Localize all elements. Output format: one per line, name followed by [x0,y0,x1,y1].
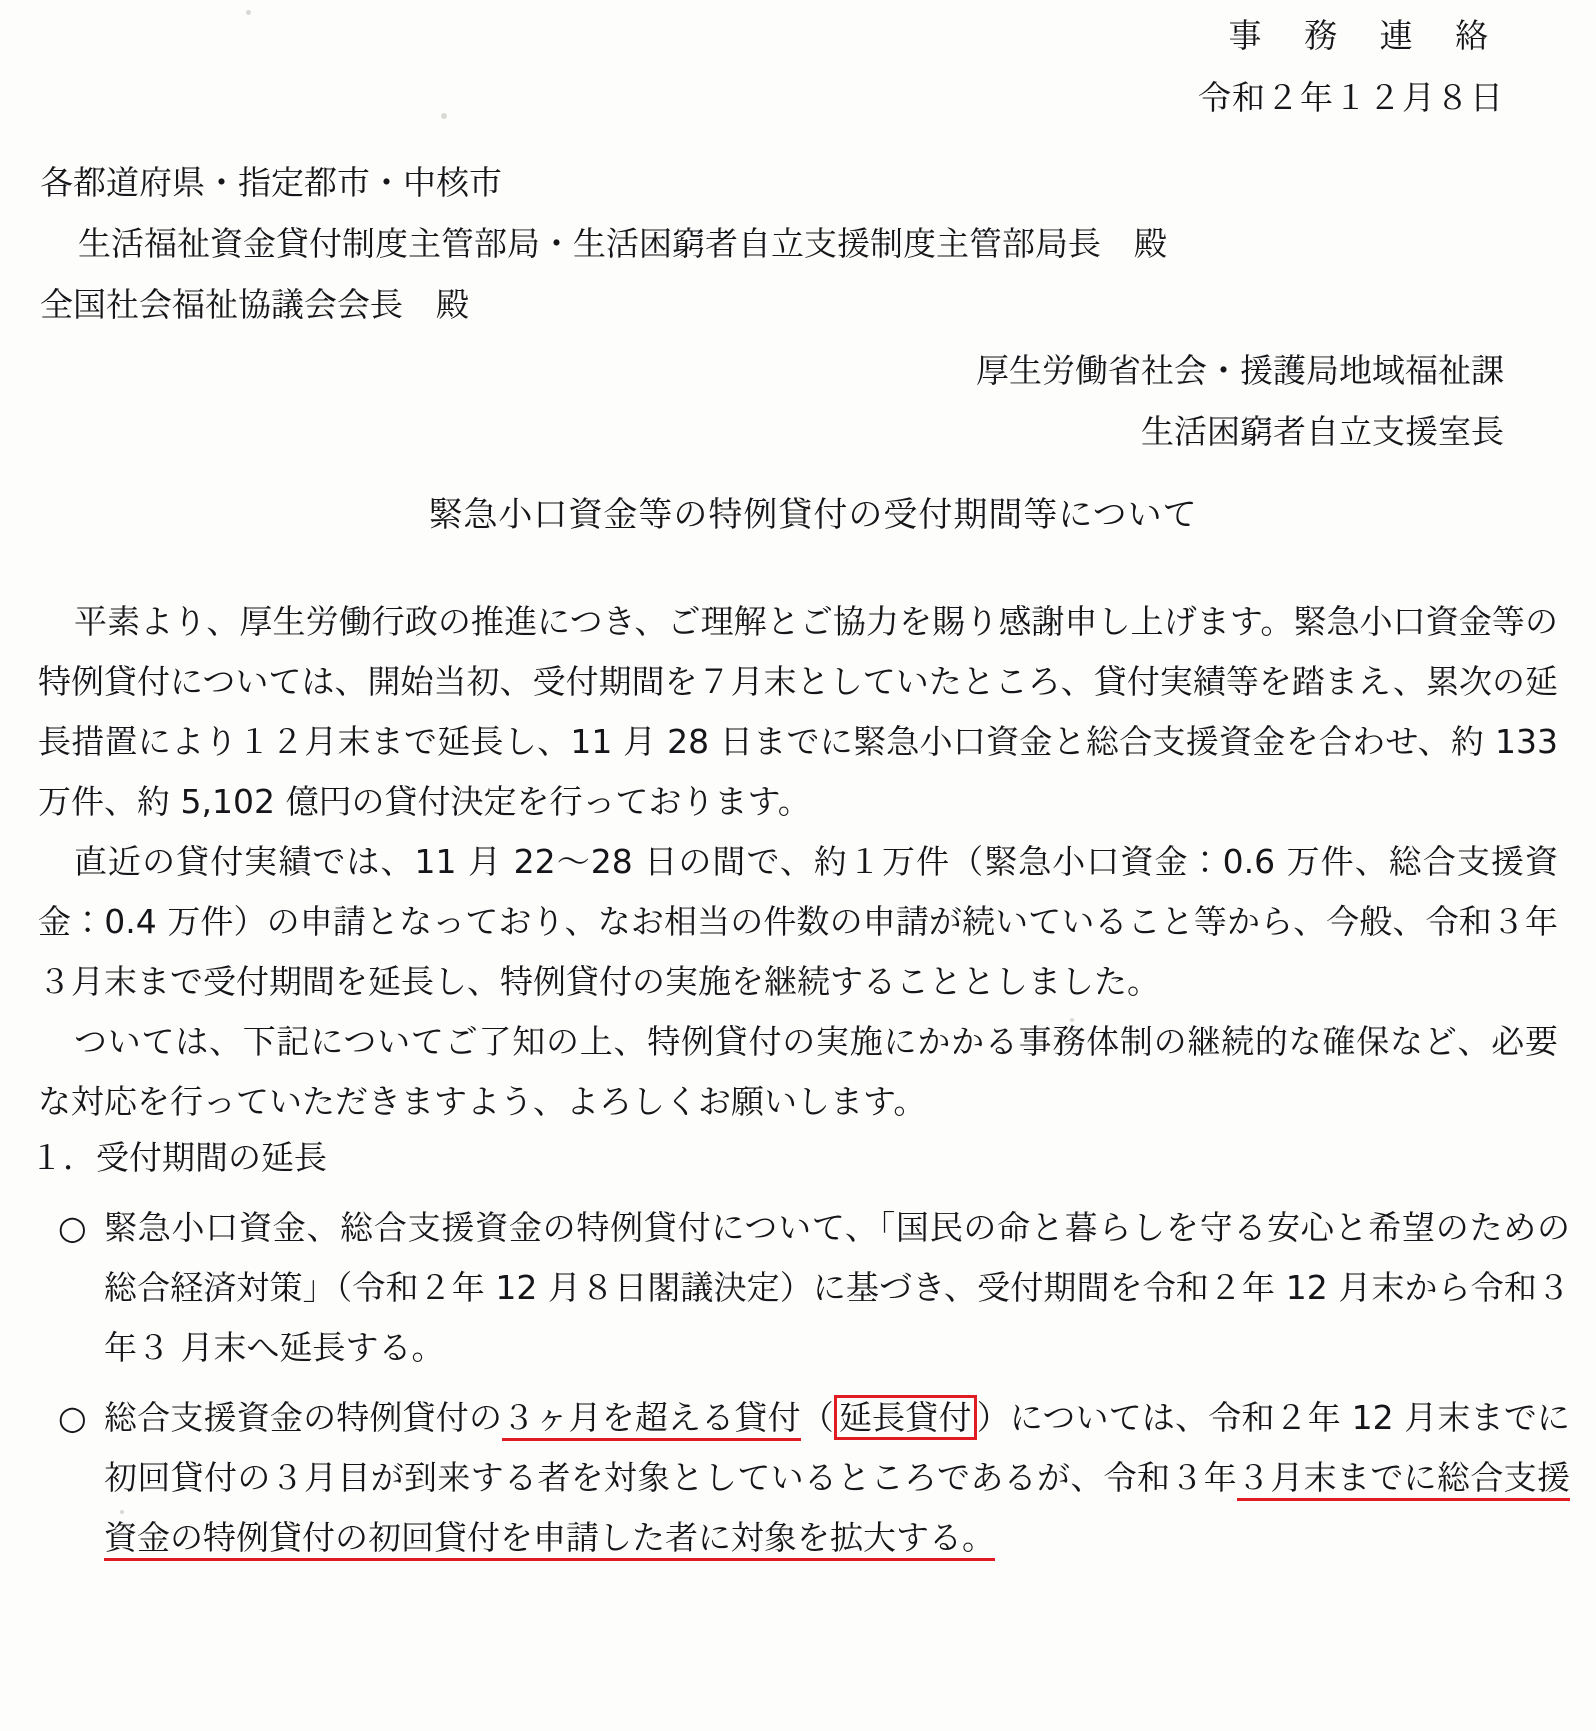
section-1-bullet-2 [30,1388,1570,1568]
bullet-2-seg-5: ）については、令和２年 12 月末までに初回貸付の３月目が到来する者を対象としているところであるが、令和３年 [104,1398,1571,1498]
bullet-2-seg-1: 総合支援資金の特例貸付の [104,1398,503,1438]
document-header [1198,14,1504,122]
document-date: 令和２年１２月８日 [1198,77,1504,117]
addressee-line-3: 全国社会福祉協議会会長 殿 [40,285,469,325]
bullet-2-boxed-term: 延長貸付 [834,1395,977,1440]
bullet-2-seg-3: （ [800,1398,834,1438]
bullet-marker-icon: ○ [58,1208,87,1248]
document-title [0,487,1596,536]
section-1-heading: １．受付期間の延長 [30,1138,327,1177]
paragraph-3: ついては、下記についてご了知の上、特例貸付の実施にかかる事務体制の継続的な確保など、必要な対応を行っていただきますよう、よろしくお願いします。 [38,1022,1558,1122]
issuer-line-1: 厚生労働省社会・援護局地域福祉課 [976,351,1504,390]
issuer-line-2: 生活困窮者自立支援室長 [1141,412,1504,452]
bullet-2-text [104,1388,1570,1568]
addressee-line-2: 生活福祉資金貸付制度主管部局・生活困窮者自立支援制度主管部局長 殿 [78,224,1167,264]
bullet-2-underlined-term-3: でに総合支援資金の特例貸付の初回貸付を申請した者に対象を拡大する。 [104,1458,1570,1561]
section-1-bullet-1 [30,1198,1570,1378]
scan-speckle [246,10,251,15]
bullet-2-underlined-term: ３ヶ月を超える貸付 [502,1398,801,1441]
paragraph-2: 直近の貸付実績では、11 月 22〜28 日の間で、約１万件（緊急小口資金：0.6 万件、総合支援資金：0.4 万件）の申請となっており、なお相当の件数の申請が続いていること等から、今般、令和３年３月末まで受付期間を延長し、特例貸付の実施を継続することとしました。 [38,842,1558,1002]
bullet-1-text: 緊急小口資金、総合支援資金の特例貸付について、「国民の命と暮らしを守る安心と希望のための総合経済対策」（令和２年 12 月８日閣議決定）に基づき、受付期間を令和２年 12 月末から令和３年３ 月末へ延長する。 [104,1208,1570,1368]
addressee-block [40,152,1167,335]
section-1 [30,1128,1570,1568]
document-title-text: 緊急小口資金等の特例貸付の受付期間等について [428,495,1198,535]
scan-speckle [441,113,447,119]
paragraph-1: 平素より、厚生労働行政の推進につき、ご理解とご協力を賜り感謝申し上げます。緊急小口資金等の特例貸付については、開始当初、受付期間を７月末としていたところ、貸付実績等を踏まえ、累次の延長措置により１２月末まで延長し、11 月 28 日までに緊急小口資金と総合支援資金を合わせ、約 133 万件、約 5,102 億円の貸付決定を行っております。 [38,602,1558,822]
bullet-marker-icon: ○ [58,1398,87,1438]
document-type-label: 事 務 連 絡 [1228,16,1504,55]
issuer-block [976,340,1504,462]
document-intro-text [38,592,1558,1132]
addressee-line-1: 各都道府県・指定都市・中核市 [40,163,502,202]
bullet-2-underlined-term-2: ３月末ま [1237,1458,1370,1501]
